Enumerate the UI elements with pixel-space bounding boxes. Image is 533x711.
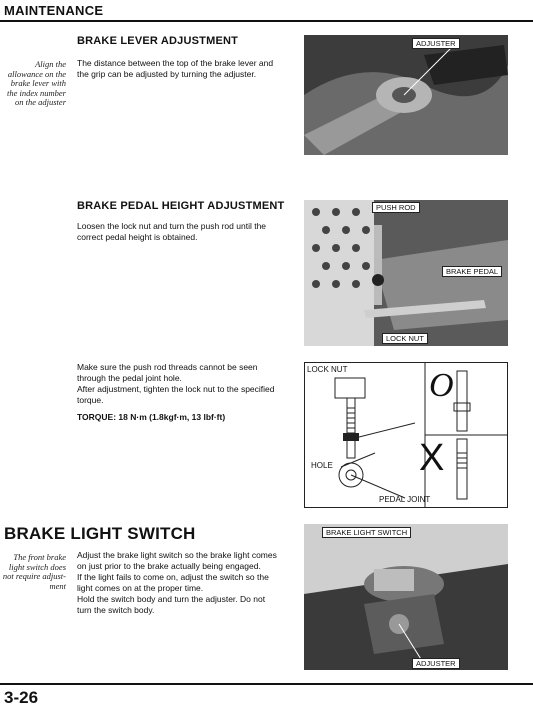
ok-mark-icon: O xyxy=(429,367,454,404)
header-rule xyxy=(0,20,533,22)
pushrod-diagram-image xyxy=(305,363,507,507)
diagram-lock-nut-label: LOCK NUT xyxy=(307,365,348,374)
switch-label: BRAKE LIGHT SWITCH xyxy=(322,527,411,538)
pedal-title: BRAKE PEDAL HEIGHT ADJUSTMENT xyxy=(77,200,285,212)
diagram-pedal-joint-label: PEDAL JOINT xyxy=(379,495,431,504)
page-number: 3-26 xyxy=(4,688,39,707)
switch-adjuster-label: ADJUSTER xyxy=(412,658,460,669)
torque-spec: TORQUE: 18 N·m (1.8kgf·m, 13 lbf·ft) xyxy=(77,412,226,422)
adjuster-label: ADJUSTER xyxy=(412,38,460,49)
pedal-body: Loosen the lock nut and turn the push rod until the correct pedal height is obtained. xyxy=(77,221,267,242)
diagram-hole-label: HOLE xyxy=(311,461,333,470)
brake-pedal-label: BRAKE PEDAL xyxy=(442,266,502,277)
section-header: MAINTENANCE xyxy=(4,3,104,18)
lever-photo-image xyxy=(304,35,508,155)
pushrod-diagram xyxy=(304,362,508,508)
ng-mark-icon: X xyxy=(419,437,445,479)
lever-body: The distance between the top of the brake lever and the grip can be adjusted by turning the adjuster. xyxy=(77,58,274,79)
lock-nut-label: LOCK NUT xyxy=(382,333,428,344)
switch-photo-image xyxy=(304,524,508,670)
footer-rule xyxy=(0,683,533,685)
switch-side-note: The front brake light switch does not require adjust- ment xyxy=(2,552,66,591)
lever-title: BRAKE LEVER ADJUSTMENT xyxy=(77,35,239,47)
switch-title: BRAKE LIGHT SWITCH xyxy=(4,524,196,543)
push-rod-label: PUSH ROD xyxy=(372,202,420,213)
switch-photo xyxy=(304,524,508,670)
pushrod-body: Make sure the push rod threads cannot be seen through the pedal joint hole. After adjustment, tighten the lock nut to the specified torque. xyxy=(77,362,275,405)
lever-side-note: Align the allowance on the brake lever with the index number on the adjuster xyxy=(6,59,66,107)
lever-photo xyxy=(304,35,508,155)
switch-body: Adjust the brake light switch so the brake light comes on just prior to the brake actually being engaged. If the light fails to come on, adjust the switch so the light comes on at the proper time. Hold the switch body and turn the adjuster. Do not turn the switch body. xyxy=(77,550,277,615)
pedal-photo xyxy=(304,200,508,346)
